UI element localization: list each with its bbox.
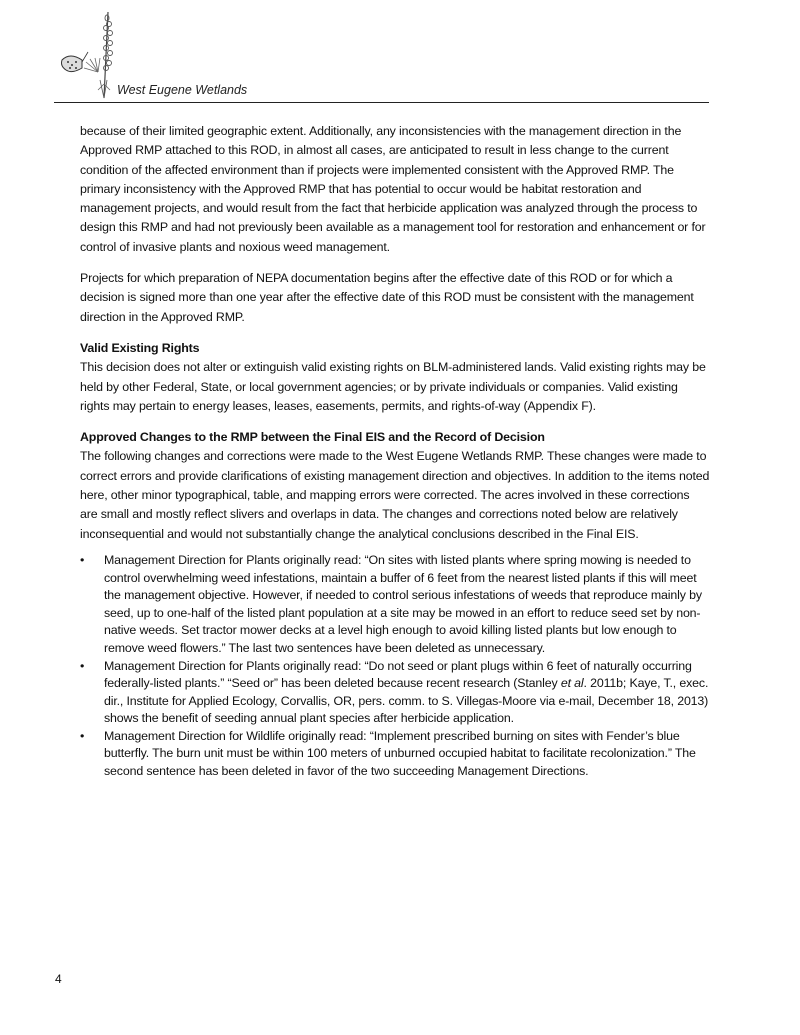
- paragraph: because of their limited geographic extent. Additionally, any inconsistencies with the management direction in the Approved RMP attached to this ROD, in almost all cases, are anticipated to result in less change to the current condition of the affected environment than if projects were implemented consistent with the Approved RMP. The primary inconsistency with the Approved RMP that has potential to occur would be habitat restoration and management projects, and would result from the fact that herbicide application was analyzed through the process to design this RMP and had not previously been available as a management tool for restoration and enhancement or for control of invasive plants and noxious weed management.: [80, 124, 706, 254]
- list-item-text: Management Direction for Wildlife originally read: “Implement prescribed burning on sites with Fender’s blue butterfly. The burn unit must be within 100 meters of unburned occupied habitat to facilitate recolonization.” The second sentence has been deleted in favor of the two succeeding Management Directions.: [104, 728, 696, 779]
- bullet-icon: •: [80, 728, 85, 743]
- section-heading-approved-changes: Approved Changes to the RMP between the Final EIS and the Record of Decision: [80, 430, 545, 445]
- list-item-text: Management Direction for Plants originally read: “On sites with listed plants where spring mowing is needed to control overwhelming weed infestations, maintain a buffer of 6 feet from the nearest listed plants if this will meet the management objective. However, if needed to control serious infestations of weeds that reproduce mainly by seed, up to one-half of the listed plant population at a site may be mowed in an effort to reduce seed set by non-native weeds. Set tractor mower decks at a level high enough to avoid killing listed plants but low enough to remove weed flowers.” The last two sentences have been deleted as unnecessary.: [104, 552, 702, 655]
- page-header: [54, 0, 709, 103]
- bullet-icon: •: [80, 658, 85, 673]
- list-item: [80, 728, 710, 781]
- page-number: 4: [55, 972, 62, 986]
- header-title: West Eugene Wetlands: [117, 83, 248, 97]
- paragraph: The following changes and corrections were made to the West Eugene Wetlands RMP. These changes were made to correct errors and provide clarifications of existing management direction and objectives. In addition to the items noted here, other minor typographical, table, and mapping errors were corrected. The acres involved in these corrections are small and mostly reflect slivers and overlaps in data. The changes and corrections noted below are relatively inconsequential and would not substantially change the analytical conclusions described in the Final EIS.: [80, 449, 710, 541]
- list-item-text: . 2011b; Kaye, T., exec. dir., Institute for Applied Ecology, Corvallis, OR, pers. comm. to S. Villegas-Moore via e-mail, December 18, 2013) shows the benefit of seeding annual plant species after herbicide application.: [104, 676, 709, 726]
- list-item: [80, 552, 710, 658]
- list-item: [80, 658, 710, 728]
- paragraph: This decision does not alter or extinguish valid existing rights on BLM-administered lands. Valid existing rights may be held by other Federal, State, or local government agencies; or by private individuals or companies. Valid existing rights may pertain to energy leases, leases, easements, permits, and rights-of-way (Appendix F).: [80, 360, 706, 413]
- document-body: [80, 122, 710, 781]
- list-item-text: Management Direction for Plants originally read: “Do not seed or plant plugs within 6 feet of naturally occurring federally-listed plants.” “Seed or” has been deleted because recent research (Stanley: [104, 658, 692, 691]
- italic-citation: et al: [560, 676, 584, 691]
- bullet-icon: •: [80, 552, 85, 567]
- paragraph: Projects for which preparation of NEPA documentation begins after the effective date of this ROD or for which a decision is signed more than one year after the effective date of this ROD must be consistent with the management direction in the Approved RMP.: [80, 271, 694, 324]
- section-heading-valid-existing-rights: Valid Existing Rights: [80, 340, 200, 355]
- changes-list: [80, 552, 710, 781]
